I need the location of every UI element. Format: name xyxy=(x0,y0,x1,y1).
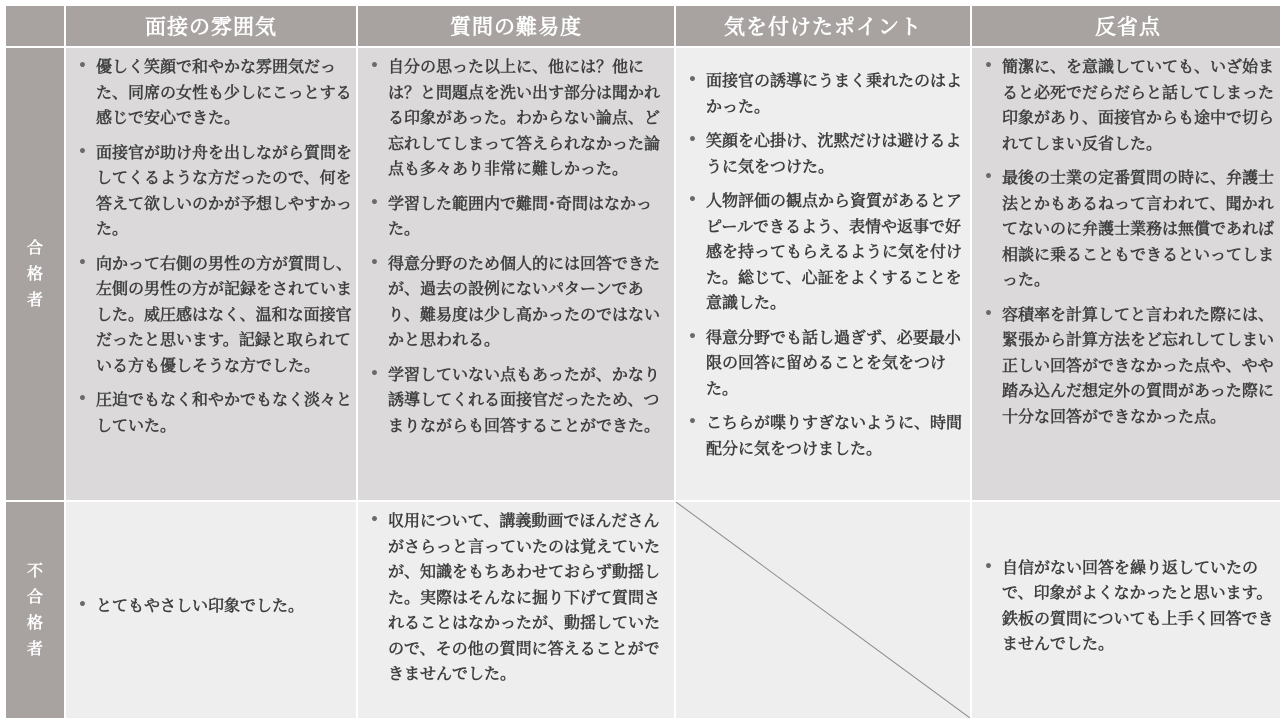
list-item: • 収用について、講義動画でほんださんがさらっと言っていたのは覚えていたが、知識をもちあわせておらず動揺した。実際はそんなに掘り下げて質問されることはなかったが、動揺していたので、その他の質問に答えることができませんでした。 xyxy=(364,508,670,687)
list-item: • とてもやさしい印象でした。 xyxy=(72,593,352,619)
list-item: • 優しく笑顔で和やかな雰囲気だった、同席の女性も少しにこっとする感じで安心できた。 xyxy=(72,54,352,131)
header-points: 気を付けたポイント xyxy=(676,6,970,46)
cell-failed-reflection xyxy=(972,502,1280,718)
comparison-table xyxy=(6,6,1276,714)
list-item: • 最後の士業の定番質問の時に、弁護士法とかもあるねって言われて、聞かれてないのに弁護士業務は無償であれば相談に乗ることもできるといってしまった。 xyxy=(978,165,1280,293)
list-item: • 向かって右側の男性の方が質問し、左側の男性の方が記録をされていました。威圧感はなく、温和な面接官だったと思います。記録と取られている方も優しそうな方でした。 xyxy=(72,251,352,379)
bullet-list xyxy=(978,555,1280,666)
bullet-list xyxy=(682,68,966,461)
row-label-char: 格 xyxy=(26,613,43,632)
bullet-list xyxy=(72,54,352,438)
list-item: • 自分の思った以上に、他には？他には？と問題点を洗い出す部分は聞かれる印象があった。わからない論点、ど忘れしてしまって答えられなかった論点も多々あり非常に難しかった。 xyxy=(364,54,670,182)
cell-passed-points xyxy=(676,48,970,500)
list-item: • 学習した範囲内で難問･奇問はなかった。 xyxy=(364,191,670,242)
row-label-char: 合 xyxy=(26,238,43,257)
list-item: • 自信がない回答を繰り返していたので、印象がよくなかったと思います。鉄板の質問についても上手く回答できませんでした。 xyxy=(978,555,1280,657)
bullet-list xyxy=(364,54,670,438)
cell-passed-atmosphere xyxy=(66,48,356,500)
cell-failed-points-empty xyxy=(676,502,970,718)
list-item: • 簡潔に、を意識していても、いざ始まると必死でだらだらと話してしまった印象があり、面接官からも途中で切られてしまい反省した。 xyxy=(978,54,1280,156)
row-label-failed xyxy=(6,502,64,718)
row-label-char: 者 xyxy=(26,639,43,658)
list-item: • 面接官が助け舟を出しながら質問をしてくるような方だったので、何を答えて欲しいのかが予想しやすかった。 xyxy=(72,140,352,242)
list-item: • 得意分野のため個人的には回答できたが、過去の設例にないパターンであり、難易度は少し高かったのではないかと思われる。 xyxy=(364,251,670,353)
row-label-char: 合 xyxy=(26,587,43,606)
cell-passed-difficulty xyxy=(358,48,674,500)
list-item: • 人物評価の観点から資質があるとアピールできるよう、表情や返事で好感を持ってもらえるように気を付けた。総じて、心証をよくすることを意識した。 xyxy=(682,188,966,316)
bullet-list xyxy=(364,508,670,687)
header-difficulty: 質問の難易度 xyxy=(358,6,674,46)
row-label-char: 者 xyxy=(26,290,43,309)
row-label-char: 不 xyxy=(26,561,43,580)
header-atmosphere: 面接の雰囲気 xyxy=(66,6,356,46)
cell-passed-reflection xyxy=(972,48,1280,500)
list-item: • 得意分野でも話し過ぎず、必要最小限の回答に留めることを気をつけた。 xyxy=(682,325,966,402)
list-item: • こちらが喋りすぎないように、時間配分に気をつけました。 xyxy=(682,410,966,461)
row-label-passed xyxy=(6,48,64,500)
cell-failed-difficulty xyxy=(358,502,674,718)
list-item: • 圧迫でもなく和やかでもなく淡々としていた。 xyxy=(72,387,352,438)
diagonal-line xyxy=(676,502,970,718)
list-item: • 容積率を計算してと言われた際には、緊張から計算方法をど忘れしてしまい正しい回答ができなかった点や、やや踏み込んだ想定外の質問があった際に十分な回答ができなかった点。 xyxy=(978,302,1280,430)
list-item: • 笑顔を心掛け、沈黙だけは避けるように気をつけた。 xyxy=(682,128,966,179)
bullet-list xyxy=(72,593,352,628)
header-reflection: 反省点 xyxy=(972,6,1280,46)
row-label-char: 格 xyxy=(26,264,43,283)
list-item: • 面接官の誘導にうまく乗れたのはよかった。 xyxy=(682,68,966,119)
cell-failed-atmosphere xyxy=(66,502,356,718)
list-item: • 学習していない点もあったが、かなり誘導してくれる面接官だったため、つまりながらも回答することができた。 xyxy=(364,362,670,439)
bullet-list xyxy=(978,54,1280,429)
header-corner xyxy=(6,6,64,46)
